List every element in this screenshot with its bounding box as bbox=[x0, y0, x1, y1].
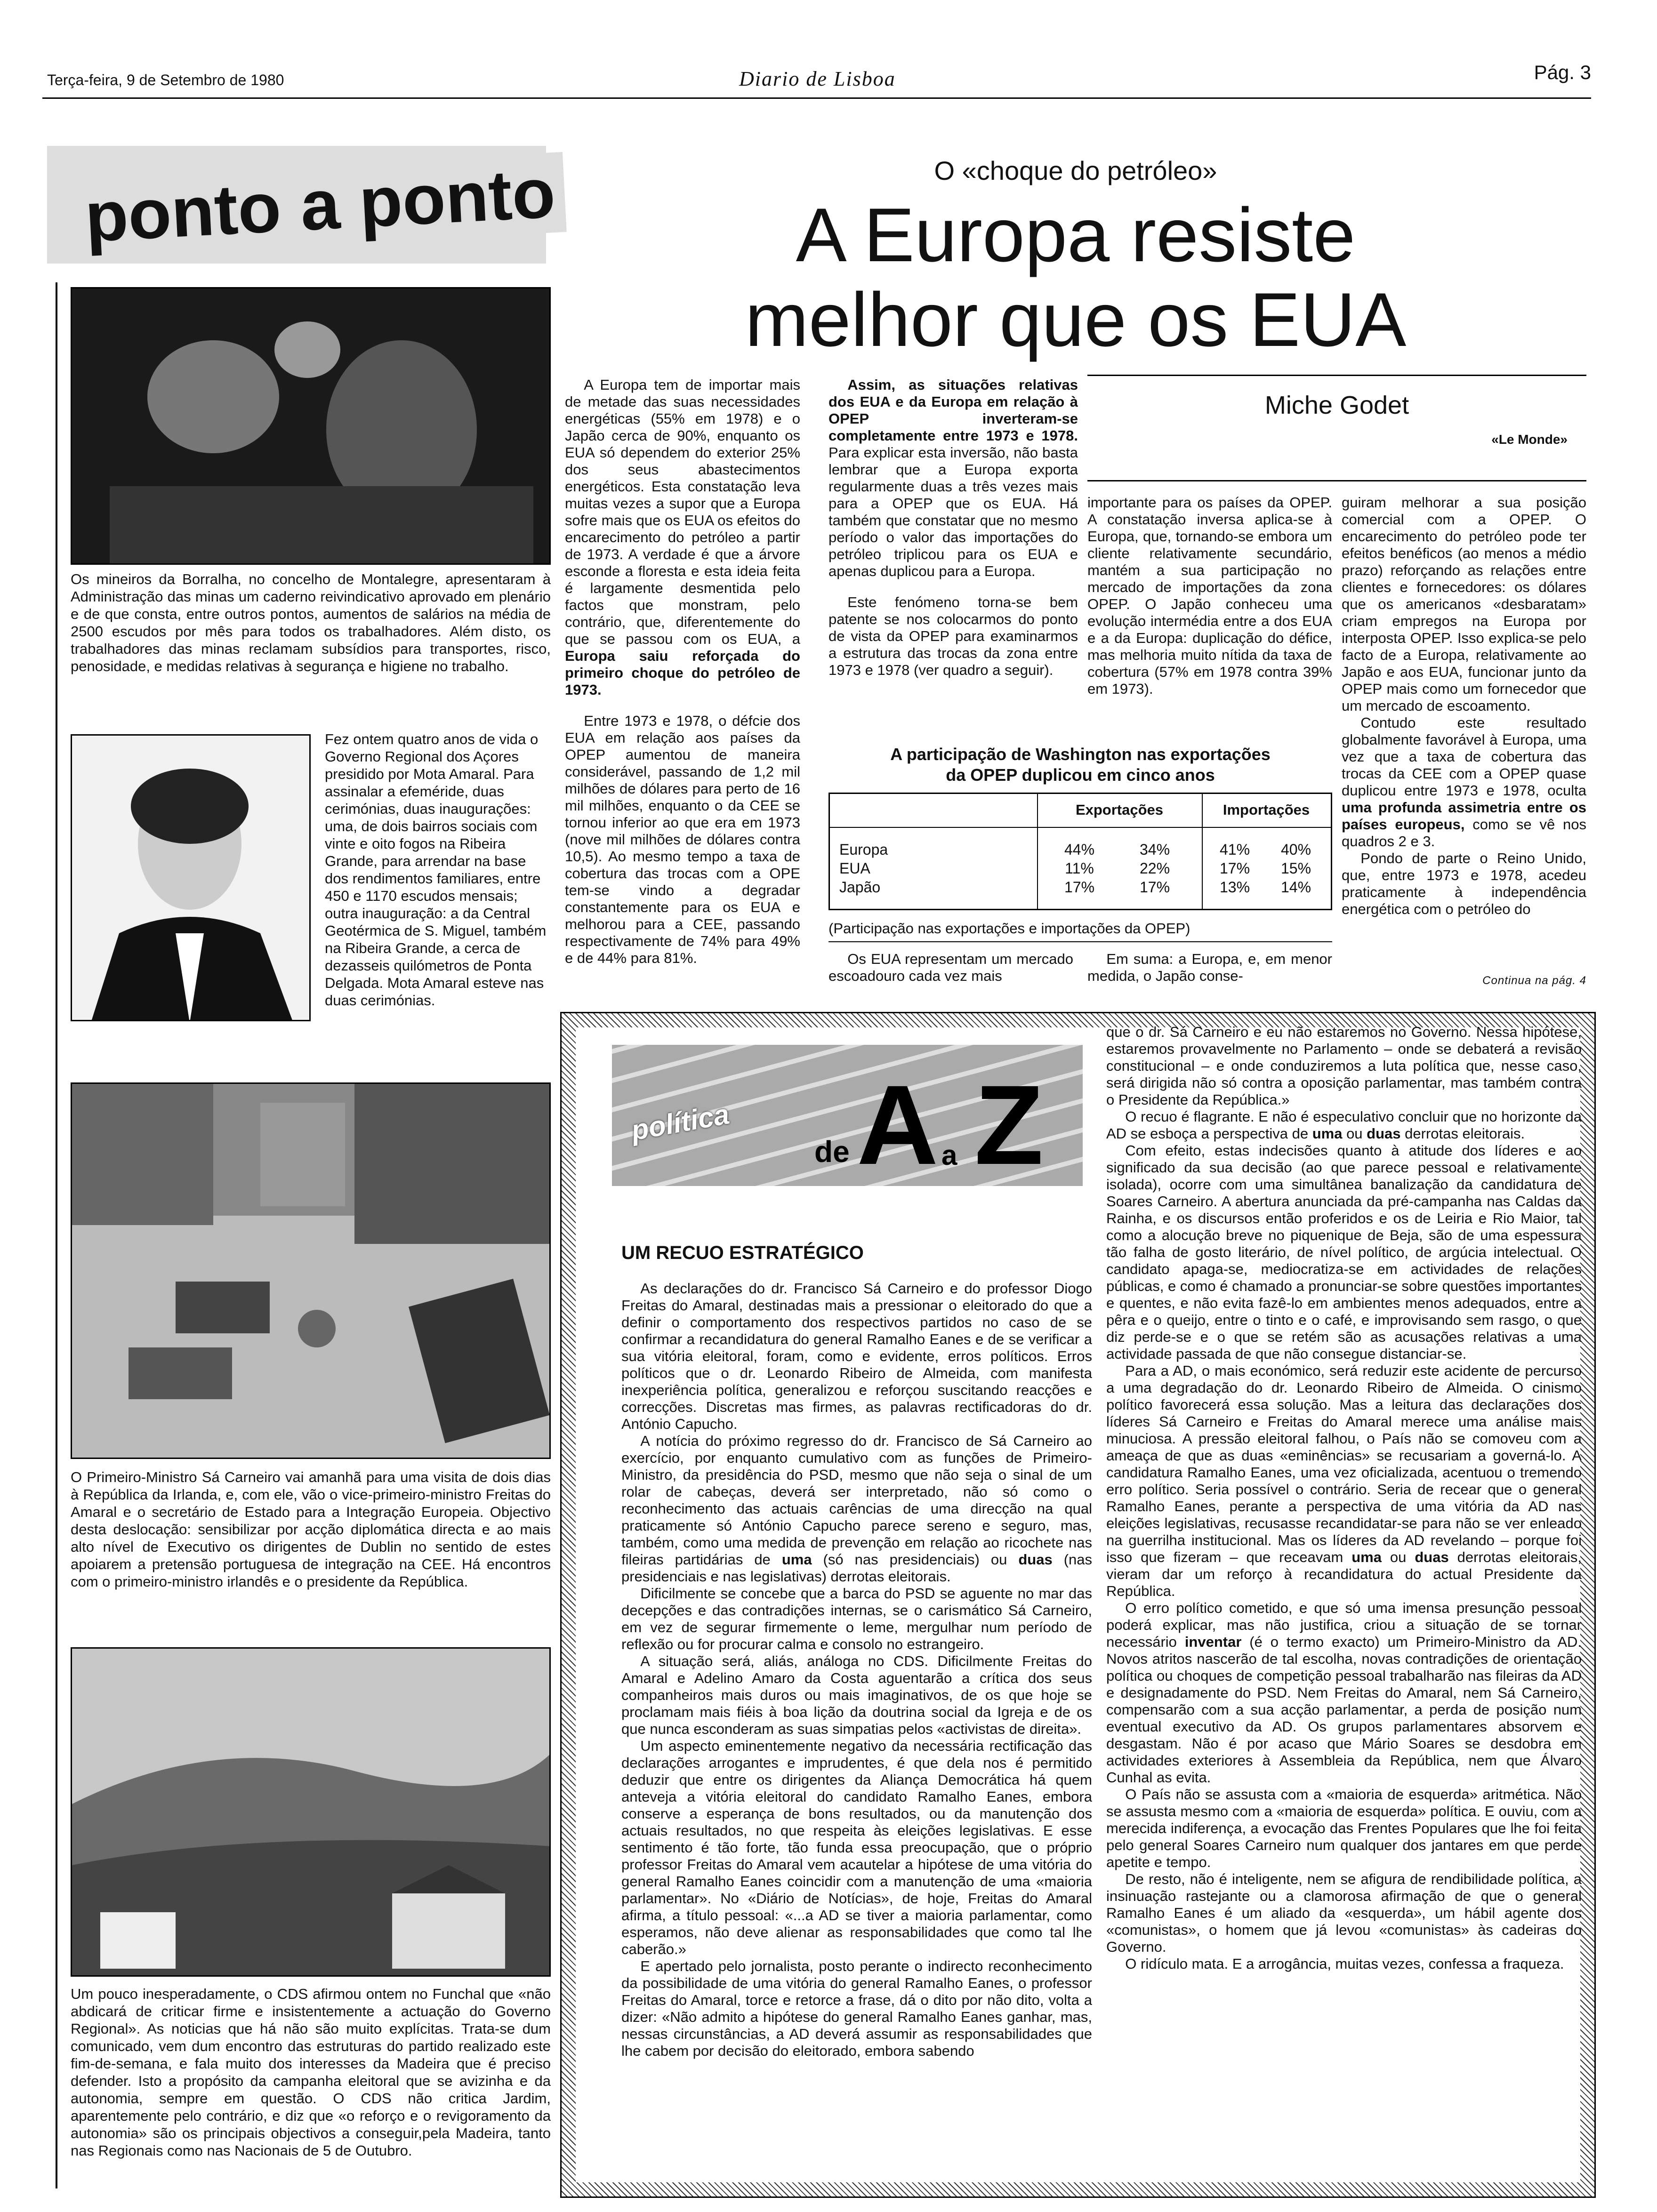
ponto-a-ponto-banner bbox=[47, 146, 557, 264]
table-cell: 41% bbox=[1219, 841, 1250, 858]
table-country: Japão bbox=[839, 879, 881, 896]
politica-r2-duas: duas bbox=[1367, 1125, 1401, 1142]
opep-table bbox=[828, 793, 1332, 910]
europa-col4-p3: Pondo de parte o Reino Unido, que, entre 1973 e 1978, acedeu praticamente à independência energética com o petróleo do bbox=[1342, 850, 1586, 917]
table-country: EUA bbox=[839, 860, 870, 877]
table-cell: 15% bbox=[1280, 860, 1311, 877]
europa-col4-p2-text: Contudo este resultado globalmente favorável à Europa, uma vez que a taxa de cobertura das trocas da CEE com a OPEP quase duplicou entre 1973 e 1978, oculta bbox=[1342, 714, 1586, 799]
europa-col-3: importante para os países da OPEP. A constatação inversa aplica-se à Europa, que, tornando-se embora um cliente relativamente secundário, mantém a sua participação no mercado de importações da zona OPEP. O Japão conheceu uma evolução intermédia entre a dos EUA e a da Europa: duplicação do défice, mas melhoria muito nítida da taxa de cobertura (57% em 1978 contra 39% em 1973). bbox=[1087, 494, 1332, 697]
politica-r8: O ridículo mata. E a arrogância, muitas vezes, confessa a fraqueza. bbox=[1125, 1956, 1564, 1972]
table-cell: 44% bbox=[1064, 841, 1095, 858]
caption-cds-funchal: Um pouco inesperadamente, o CDS afirmou ontem no Funchal que «não abdicará de criticar firme e insistentemente a actuação do Governo Regional». As noticias que há não são muito explícitas. Trata-se dum comunicado, vem dum encontro das estruturas do partido realizado este fim-de-semana, e fala muito dos interesses da Madeira que é preciso defender. Isto a propósito da campanha eleitoral que se avizinha e da autonomia, sempre em questão. O CDS não critica Jardim, aparentemente pelo contrário, e diz que «o reforço e o revigoramento da autonomia» são os principais objectivos a conseguir,pela Madeira, tanto nas Regionais como nas Nacionais de 5 de Outubro. bbox=[71, 1986, 551, 2159]
politica-r4-uma: uma bbox=[1351, 1549, 1382, 1565]
politica-r7: De resto, não é inteligente, nem se afigura de rendibilidade política, a insinuação rastejante ou a clamorosa afirmação de que o general Ramalho Eanes é um aliado da «esquerda», um hábil agente dos «comunistas», o homem que já levou «comunistas» às cadeiras do Governo. bbox=[1106, 1871, 1582, 1955]
table-row bbox=[830, 860, 1331, 879]
photo-miners-image bbox=[72, 289, 551, 565]
politica-l3: Dificilmente se concebe que a barca do PSD se aguente no mar das decepções e das contradições internas, se o carismático Sá Carneiro, em vez de segurar firmemente o leme, mergulhar num período de reflexão ou for procurar calma e consolo no estrangeiro. bbox=[621, 1585, 1092, 1652]
politica-left-column bbox=[621, 1280, 1092, 2179]
caption-acores: Fez ontem quatro anos de vida o Governo Regional dos Açores presidido por Mota Amaral. Para assinalar a efeméride, duas cerimónias, duas inaugurações: uma, de dois bairros sociais com vinte e oito fogos na Ribeira Grande, para arrendar na base dos rendimentos familiares, entre 450 e 1170 escudos mensais; outra inauguração: a da Central Geotérmica de S. Miguel, também na Ribeira Grande, a cerca de dezasseis quilómetros de Ponta Delgada. Mota Amaral esteve nas duas cerimónias. bbox=[325, 731, 547, 1009]
europa-source: «Le Monde» bbox=[1491, 432, 1568, 447]
europa-author-rule-top bbox=[1087, 375, 1586, 376]
politica-l2-end: (nas presidenciais e nas legislativas) derrotas eleitorais. bbox=[621, 1551, 1092, 1585]
masthead bbox=[42, 61, 1591, 99]
politica-letter-Z: Z bbox=[974, 1062, 1044, 1186]
europa-headline-1: A Europa resiste bbox=[796, 192, 1356, 278]
europa-col2-bold: Assim, as situações relativas dos EUA e da Europa em relação à OPEP inverteram-se completamente entre 1973 e 1978. bbox=[828, 377, 1078, 444]
table-cell: 17% bbox=[1139, 879, 1170, 896]
photo-portrait-image bbox=[72, 736, 311, 1021]
politica-r2-mid: ou bbox=[1342, 1125, 1367, 1142]
politica-l2 bbox=[621, 1433, 1092, 1585]
politica-r5-inventar: inventar bbox=[1184, 1634, 1242, 1650]
politica-r2-uma: uma bbox=[1312, 1125, 1343, 1142]
table-note: (Participação nas exportações e importações da OPEP) bbox=[828, 920, 1190, 937]
table-cell: 17% bbox=[1219, 860, 1250, 877]
politica-a: a bbox=[941, 1139, 957, 1171]
table-title-2: da OPEP duplicou em cinco anos bbox=[946, 765, 1215, 785]
europa-col1-p1-text: A Europa tem de importar mais de metade das suas necessidades energéticas (55% em 1978) e o Japão cerca de 90%, enquanto os EUA só dependem do exterior 25% dos seus abastecimentos energéticos. Esta constatação leva muitas vezes a supor que a Europa sofre mais que os EUA os efeitos do encarecimento do petróleo a partir de 1973. A verdade é que a árvore esconde a floresta e esta ideia feita é largamente desmentida pelo factos que monstram, pelo contrário, que, diferentemente do que se passou com os EUA, a bbox=[565, 377, 800, 647]
europa-col2-bottom-rule bbox=[828, 941, 1332, 942]
table-cell: 11% bbox=[1065, 860, 1094, 877]
europa-col2-p2: Este fenómeno torna-se bem patente se nos colocarmos do ponto de vista da OPEP para examinarmos a estrutura das trocas da zona entre 1973 e 1978 (ver quadro a seguir). bbox=[828, 594, 1078, 678]
politica-l5: Um aspecto eminentemente negativo da necessária rectificação das declarações arrogantes e imprudentes, é que dela nos é permitido deduzir que entre os dirigentes da Aliança Democrática há quem anteveja a vitória eleitoral do candidato Ramalho Eanes, embora conserve a esperança de bons resultados, ou da manutenção dos actuais resultados, no que respeita às eleições legislativas. E esse sentimento é tão forte, tão funda essa preocupação, que o próprio professor Freitas do Amaral vem acautelar a hipótese de uma vitória do general Ramalho Eanes coincidir com a manutenção de uma «maioria parlamentar». No «Diário de Notícias», de hoje, Freitas do Amaral afirma, a título pessoal: «...a AD se tiver a maioria parlamentar, como esperamos, não deve alienar as responsabilidades que como tal lhe caberão.» bbox=[621, 1738, 1092, 1957]
table-country: Europa bbox=[839, 841, 888, 858]
table-cell: 22% bbox=[1139, 860, 1170, 877]
politica-logo bbox=[612, 1045, 1083, 1186]
politica-l2-uma: uma bbox=[781, 1551, 812, 1568]
politica-l2-text: A notícia do próximo regresso do dr. Francisco de Sá Carneiro ao exercício, por enquanto cumulativo com as funções de Primeiro-Ministro, da presidência do PSD, mesmo que não seja o sinal de um rolar de cabeças, deverá ser interpretado, não só como o reconhecimento das actuais carências de uma direcção na qual praticamente só António Capucho parece sereno e seguro, mas, também, como uma medida de prevenção em relação ao ricochete nas fileiras partidárias de bbox=[621, 1433, 1092, 1568]
europa-col1-p1 bbox=[565, 377, 800, 698]
photo-funchal bbox=[71, 1647, 551, 1977]
europa-col1-p2: Entre 1973 e 1978, o défcie dos EUA em relação aos países da OPEP aumentou de maneira considerável, passando de 1,2 mil milhões de dólares para perto de 16 mil milhões, enquanto o da CEE se tornou inferior ao que era em 1973 (nove mil milhões de dólares contra 10,5). Ao mesmo tempo a taxa de cobertura das trocas com a OPE tem-se vindo a degradar constantemente para os EUA e melhorou para a CEE, passando respectivamente de 74% para 49% e de 44% para 81%. bbox=[565, 713, 800, 966]
europa-col1-bold: Europa saiu reforçada do primeiro choque do petróleo de 1973. bbox=[565, 648, 800, 698]
politica-r4-duas: duas bbox=[1415, 1549, 1449, 1565]
photo-dublin-street bbox=[71, 1082, 551, 1459]
photo-funchal-image bbox=[72, 1649, 551, 1977]
europa-col-1 bbox=[565, 377, 800, 988]
politica-r4 bbox=[1106, 1362, 1582, 1600]
politica-heading: UM RECUO ESTRATÉGICO bbox=[621, 1242, 864, 1263]
politica-r2 bbox=[1106, 1108, 1582, 1142]
table-cell: 17% bbox=[1064, 879, 1095, 896]
politica-right-column bbox=[1106, 1024, 1582, 2186]
table-row bbox=[830, 841, 1331, 860]
europa-author-rule-bottom bbox=[1087, 480, 1586, 481]
politica-r2-text: O recuo é flagrante. E não é especulativo concluir que no horizonte da AD se esboça a perspectiva de bbox=[1106, 1108, 1582, 1142]
table-row bbox=[830, 879, 1331, 898]
politica-r6: O País não se assusta com a «maioria de esquerda» aritmética. Não se assusta mesmo com a «maioria de esquerda» política. E ouviu, com a merecida indiferença, a evocação das Frentes Populares que lhe foi feita pelo general Soares Carneiro num qualquer dos jantares em que perde apetite e tempo. bbox=[1106, 1786, 1582, 1870]
politica-r2-end: derrotas eleitorais. bbox=[1400, 1125, 1525, 1142]
politica-r4-end: derrotas eleitorais, vieram dar um reforço à recandidatura do actual Presidente da República. bbox=[1106, 1549, 1582, 1599]
table-cell: 14% bbox=[1280, 879, 1311, 896]
politica-r5-text: O erro político cometido, e que só uma imensa presunção pessoal poderá explicar, mas não justifica, criou a situação de se tornar necessário bbox=[1106, 1600, 1582, 1650]
europa-col4-p2-end: como se vê nos quadros 2 e 3. bbox=[1342, 816, 1586, 850]
ponto-column-rule bbox=[56, 282, 57, 2188]
politica-r1: que o dr. Sá Carneiro e eu não estaremos no Governo. Nessa hipótese, estaremos provavelmente no Parlamento – onde se debaterá a revisão constitucional – e onde conduziremos a luta política que, nesse caso, será dirigida não só contra a oposição parlamentar, mas também contra o Presidente da República.» bbox=[1106, 1024, 1582, 1108]
politica-l1: As declarações do dr. Francisco Sá Carneiro e do professor Diogo Freitas do Amaral, destinadas mais a pressionar o eleitorado do que a definir o comportamento dos respectivos partidos no caso de se confirmar a recandidatura do general Ramalho Eanes e de se verificar a sua vitória eleitoral, foram, como e evidente, erros políticos. Erros políticos que o dr. Leonardo Ribeiro de Almeida, com manifesta inexperiência política, generalizou e reforçou suscitando reacções e correcções. Discretas mas firmes, as palavras rectificadoras do dr. António Capucho. bbox=[621, 1280, 1092, 1432]
europa-col-4 bbox=[1342, 494, 1586, 984]
table-header-imports: Importações bbox=[1223, 801, 1310, 818]
politica-l2-duas: duas bbox=[1018, 1551, 1053, 1568]
politica-l6: E apertado pelo jornalista, posto perante o indirecto reconhecimento da possibilidade de uma vitória do general Ramalho Eanes, o professor Freitas do Amaral, torce e retorce a frase, dá o dito por não dito, volta a dizer: «Não admito a hipótese do general Ramalho Eanes ganhar, mas, nessas circunstâncias, a AD deverá assumir as responsabilidades que lhe cabem por decisão do eleitorado, embora sabendo bbox=[621, 1958, 1092, 2059]
europa-col3-bottom: Em suma: a Europa, e, em menor medida, o Japão conse- bbox=[1087, 951, 1332, 984]
politica-letter-A: A bbox=[857, 1062, 939, 1186]
europa-col4-p1: guiram melhorar a sua posição comercial com a OPEP. O encarecimento do petróleo pode ter efeitos benéficos (ao menos a médio prazo) reforçando as relações entre clientes e fornecedores: os dólares que os americanos «desbaratam» criam empregos na Europa por interposta OPEP. Isso explica-se pelo facto de a Europa, relativamente ao Japão e aos EUA, funcionar junto da OPEP mais como um fornecedor que um mercado de escoamento. bbox=[1342, 494, 1586, 714]
table-cell: 40% bbox=[1280, 841, 1311, 858]
europa-headline-2: melhor que os EUA bbox=[745, 277, 1407, 362]
europa-col-2 bbox=[828, 377, 1078, 762]
table-header-exports: Exportações bbox=[1075, 801, 1164, 818]
politica-r3: Com efeito, estas indecisões quanto à atitude dos líderes e ao significado da sua decisão (ao que parece pessoal e relativamente isolada), ocorre com uma simultânea banalização da candidatura de Soares Carneiro. A abertura anunciada da pré-campanha nas Caldas da Rainha, e os discursos então proferidos e os de Leiria e Rio Maior, tal como a alocução breve no piquenique de Beja, são de uma espessura tão falha de gosto literário, de nível político, de argúcia intelectual. O candidato apaga-se, mediocratiza-se em actividades de relações públicas, e como é chamado a pronunciar-se sobre questões importantes e quentes, e não evita fazê-lo em ambientes menos adequados, entre a pêra e o queijo, entre o tinto e o café, e improvisando sem rasgo, o que diz perde-se e o que se retém são as acusações relativas a uma actividade passada de que não consegue distanciar-se. bbox=[1106, 1142, 1582, 1362]
politica-r5 bbox=[1106, 1600, 1582, 1786]
caption-miners: Os mineiros da Borralha, no concelho de Montalegre, apresentaram à Administração das minas um caderno reivindicativo aprovado em plenário e de que consta, entre outros pontos, aumentos de salários na média de 2500 escudos por mês para todos os trabalhadores. Além disto, os trabalhadores das minas reclamam subsídios para transportes, risco, penosidade, e medidas relativas à segurança e higiene no trabalho. bbox=[71, 571, 551, 674]
europa-kicker: O «choque do petróleo» bbox=[934, 156, 1217, 185]
page-number: Pág. 3 bbox=[1534, 61, 1591, 83]
europa-author: Miche Godet bbox=[1264, 391, 1409, 419]
masthead-paper: Diario de Lisboa bbox=[739, 67, 896, 90]
politica-label: política bbox=[628, 1098, 732, 1146]
ponto-a-ponto-title: ponto a ponto bbox=[73, 152, 566, 257]
politica-de: de bbox=[814, 1135, 850, 1169]
photo-mota-amaral bbox=[71, 734, 311, 1021]
photo-miners bbox=[71, 287, 551, 565]
europa-col2-p1 bbox=[828, 377, 1078, 580]
photo-street-image bbox=[72, 1084, 551, 1459]
europa-col4-p2 bbox=[1342, 714, 1586, 850]
politica-r4-text: Para a AD, o mais económico, será reduzir este acidente de percurso a uma degradação do dr. Leonardo Ribeiro de Almeida. O cinismo político favorecerá essa solução. Mas a leitura das declarações dos líderes Sá Carneiro e Freitas do Amaral merece uma análise mais minuciosa. A pressão eleitoral falhou, o País não se comoveu com a ameaça de que as duas «eminências» se recusariam a governá-lo. A candidatura Ramalho Eanes, uma vez oficializada, acentuou o tremendo erro político. Seria possível o contrário. Seria de recear que o general Ramalho Eanes, perante a perspectiva de uma vitória da AD nas eleições legislativas, recusasse recandidatar-se para não se ver enleado na guerrilha institucional. Mas os líderes da AD revelando – porque foi isso que fizeram – que receavam bbox=[1106, 1362, 1582, 1565]
europa-col2-p1-text: Para explicar esta inversão, não basta lembrar que a Europa exporta regularmente duas a três vezes mais para a OPEP que os EUA. Há também que constatar que no mesmo período o valor das importações do petróleo triplicou para os EUA e apenas duplicou para a Europa. bbox=[828, 444, 1078, 579]
europa-col2-bottom: Os EUA representam um mercado escoadouro cada vez mais bbox=[828, 951, 1073, 984]
europa-col4-bold: uma profunda assimetria entre os países europeus, bbox=[1342, 799, 1586, 833]
caption-irlanda: O Primeiro-Ministro Sá Carneiro vai amanhã para uma visita de dois dias à República da Irlanda, e, com ele, vão o vice-primeiro-ministro Freitas do Amaral e o secretário de Estado para a Integração Europeia. Objectivo desta deslocação: sensibilizar por acção diplomática directa e ao mais alto nível de Executivo os dirigentes de Dublin no sentido de estes apoiarem a pretensão portuguesa de integração na CEE. Há encontros com o primeiro-ministro irlandês e o presidente da República. bbox=[71, 1469, 551, 1590]
table-cell: 34% bbox=[1139, 841, 1170, 858]
table-cell: 13% bbox=[1219, 879, 1250, 896]
politica-r4-mid: ou bbox=[1381, 1549, 1415, 1565]
politica-r5-end: (é o termo exacto) um Primeiro-Ministro da AD. Novos atritos nascerão de tal escolha, novas contradições de orientação política ou choques de competição pessoal trabalharão nas fileiras da AD e designadamente do PSD. Nem Freitas do Amaral, nem Sá Carneiro, compensarão com a sua acção parlamentar, a perda de posição num eventual executivo da AD. Os grupos parlamentares absorvem e desgastam. Não é por acaso que Mário Soares se desdobra em actividades exteriores à Assembleia da República, nem que Álvaro Cunhal as evita. bbox=[1106, 1634, 1582, 1786]
table-title-1: A participação de Washington nas exportações bbox=[890, 745, 1271, 764]
continua-na-pag: Continua na pág. 4 bbox=[1482, 974, 1586, 987]
politica-l2-mid: (só nas presidenciais) ou bbox=[812, 1551, 1019, 1568]
politica-l4: A situação será, aliás, análoga no CDS. Dificilmente Freitas do Amaral e Adelino Amaro da Costa aguentarão a crítica dos seus companheiros mais duros ou mais imaginativos, de os que hoje se proclamam mais fiéis à boa lição da doutrina social da Igreja e de os que nunca esconderam as suas simpatias pelos «activistas de direita». bbox=[621, 1653, 1092, 1737]
table-header-line bbox=[830, 827, 1331, 828]
masthead-date: Terça-feira, 9 de Setembro de 1980 bbox=[47, 72, 284, 88]
